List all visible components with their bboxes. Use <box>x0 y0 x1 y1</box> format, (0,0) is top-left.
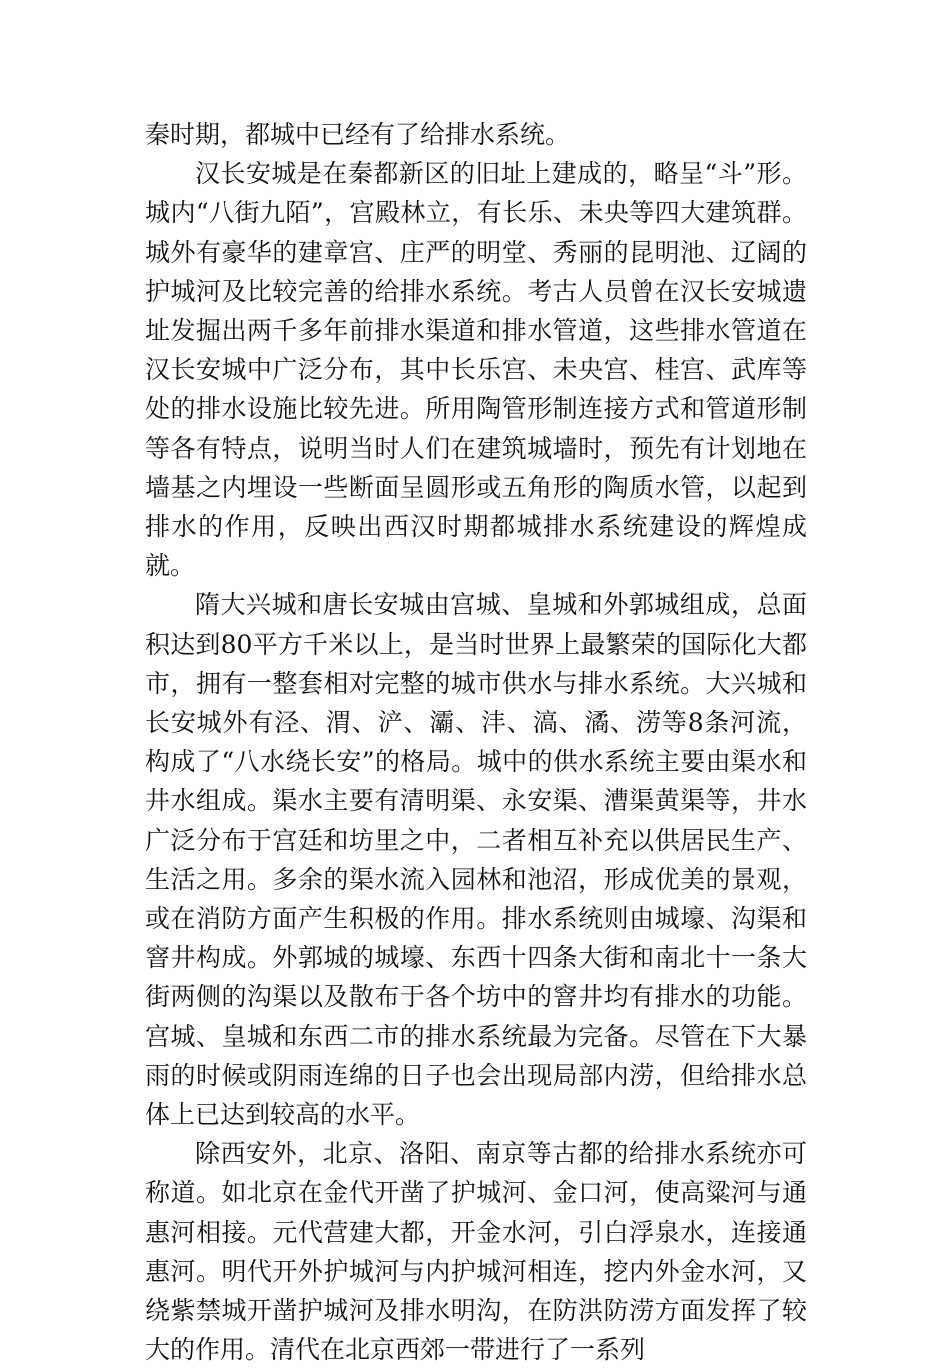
paragraph-sui-tang-changan: 隋大兴城和唐长安城由宫城、皇城和外郭城组成，总面积达到80平方千米以上，是当时世界上最繁荣的国际化大都市，拥有一整套相对完整的城市供水与排水系统。大兴城和长安城外有泾、渭、浐、灞、沣、滈、潏、涝等8条河流，构成了“八水绕长安”的格局。城中的供水系统主要由渠水和井水组成。渠水主要有清明渠、永安渠、漕渠黄渠等，井水广泛分布于宫廷和坊里之中，二者相互补充以供居民生产、生活之用。多余的渠水流入园林和池沼，形成优美的景观，或在消防方面产生积极的作用。排水系统则由城壕、沟渠和窨井构成。外郭城的城壕、东西十四条大街和南北十一条大街两侧的沟渠以及散布于各个坊中的窨井均有排水的功能。宫城、皇城和东西二市的排水系统最为完备。尽管在下大暴雨的时候或阴雨连绵的日子也会出现局部内涝，但给排水总体上已达到较高的水平。 <box>145 590 807 1130</box>
paragraph-other-capitals: 除西安外，北京、洛阳、南京等古都的给排水系统亦可称道。如北京在金代开凿了护城河、金口河，使高粱河与通惠河相接。元代营建大都，开金水河，引白浮泉水，连接通惠河。明代开外护城河与内护城河相连，挖内外金水河，又绕紫禁城开凿护城河及排水明沟，在防洪防涝方面发挥了较大的作用。清代在北京西郊一带进行了一系列 <box>145 1139 807 1365</box>
paragraph-continued: 秦时期，都城中已经有了给排水系统。 <box>145 120 571 149</box>
document-body <box>145 115 807 1370</box>
paragraph-han-changan: 汉长安城是在秦都新区的旧址上建成的，略呈“斗”形。城内“八街九陌”，宫殿林立，有长乐、未央等四大建筑群。城外有豪华的建章宫、庄严的明堂、秀丽的昆明池、辽阔的护城河及比较完善的给排水系统。考古人员曾在汉长安城遗址发掘出两千多年前排水渠道和排水管道，这些排水管道在汉长安城中广泛分布，其中长乐宫、未央宫、桂宫、武库等处的排水设施比较先进。所用陶管形制连接方式和管道形制等各有特点，说明当时人们在建筑城墙时，预先有计划地在墙基之内埋设一些断面呈圆形或五角形的陶质水管，以起到排水的作用，反映出西汉时期都城排水系统建设的辉煌成就。 <box>145 159 807 581</box>
